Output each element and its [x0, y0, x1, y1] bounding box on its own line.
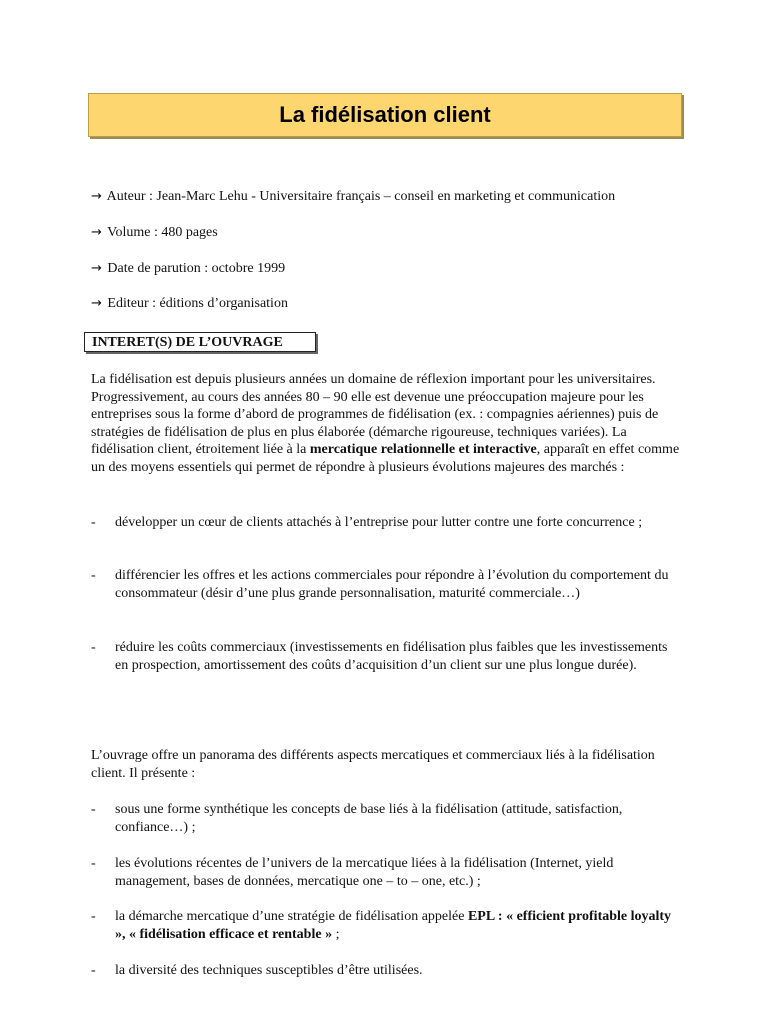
author-text: Auteur : Jean-Marc Lehu - Universitaire français – conseil en marketing et communication — [106, 189, 616, 204]
overview-paragraph: L’ouvrage offre un panorama des différents aspects mercatiques et commerciaux liés à la fidélisation client. Il présente : — [91, 748, 655, 781]
epl-text-start: la démarche mercatique d’une stratégie de fidélisation appelée — [115, 909, 468, 924]
arrow-icon: → — [91, 189, 102, 204]
list-item-text — [115, 908, 681, 944]
list-item — [91, 962, 681, 980]
title-banner — [88, 93, 682, 137]
bullet-dash: - — [91, 909, 96, 924]
list-item-text: la diversité des techniques susceptibles d’être utilisées. — [115, 963, 423, 978]
date-text: Date de parution : octobre 1999 — [107, 261, 286, 276]
arrow-icon: → — [91, 225, 102, 240]
bullet-dash: - — [91, 963, 96, 978]
epl-text-end: ; — [332, 927, 340, 942]
list-item-text: sous une forme synthétique les concepts de base liés à la fidélisation (attitude, satisfaction, confiance…) ; — [115, 802, 623, 835]
list-item-text: réduire les coûts commerciaux (investissements en fidélisation plus faibles que les investissements en prospection, amortissement des coûts d’acquisition d’un client sur une plus longue durée). — [115, 640, 668, 673]
list-item-text: les évolutions récentes de l’univers de la mercatique liées à la fidélisation (Internet, yield management, bases de données, mercatique one – to – one, etc.) ; — [115, 856, 614, 889]
intro-text-end: , apparaît en effet comme un des moyens essentiels qui permet de répondre à plusieurs évolutions majeures des marchés : — [91, 442, 680, 475]
list-item — [91, 567, 681, 603]
list-item — [91, 855, 681, 891]
bullet-dash: - — [91, 856, 96, 871]
list-item — [91, 908, 681, 944]
intro-paragraph — [91, 371, 681, 476]
list-item-text: différencier les offres et les actions commerciales pour répondre à l’évolution du comportement du consommateur (désir d’une plus grande personnalisation, maturité commerciale…) — [115, 568, 669, 601]
arrow-icon: → — [91, 296, 102, 311]
list-item — [91, 514, 681, 532]
meta-author — [91, 188, 615, 206]
volume-text: Volume : 480 pages — [107, 225, 218, 240]
list-item-text: développer un cœur de clients attachés à l’entreprise pour lutter contre une forte concurrence ; — [115, 515, 643, 530]
bullet-dash: - — [91, 515, 96, 530]
meta-editor — [91, 295, 288, 313]
meta-volume — [91, 224, 218, 242]
section-heading: INTERET(S) DE L’OUVRAGE — [84, 332, 316, 352]
intro-text-start: La fidélisation est depuis plusieurs années un domaine de réflexion important pour les universitaires. Progressivement, au cours des années 80 – 90 elle est devenue une préoccupation majeure pour les entreprises sous la forme d’abord de programmes de fidélisation (ex. : compagnies aériennes) puis de stratégies de fidélisation de plus en plus élaborée (démarche rigoureuse, techniques variées). La fidélisation client, étroitement liée à la — [91, 372, 659, 457]
bullet-dash: - — [91, 568, 96, 583]
intro-bold-text: mercatique relationnelle et interactive — [309, 442, 537, 457]
editor-text: Editeur : éditions d’organisation — [107, 296, 288, 311]
epl-bold-text: EPL : « efficient profitable loyalty », « fidélisation efficace et rentable » — [115, 909, 672, 942]
bullet-dash: - — [91, 802, 96, 817]
arrow-icon: → — [91, 261, 102, 276]
list-item — [91, 639, 681, 675]
document-title: La fidélisation client — [279, 102, 491, 127]
meta-date — [91, 260, 285, 278]
bullet-dash: - — [91, 640, 96, 655]
list-item — [91, 801, 681, 837]
